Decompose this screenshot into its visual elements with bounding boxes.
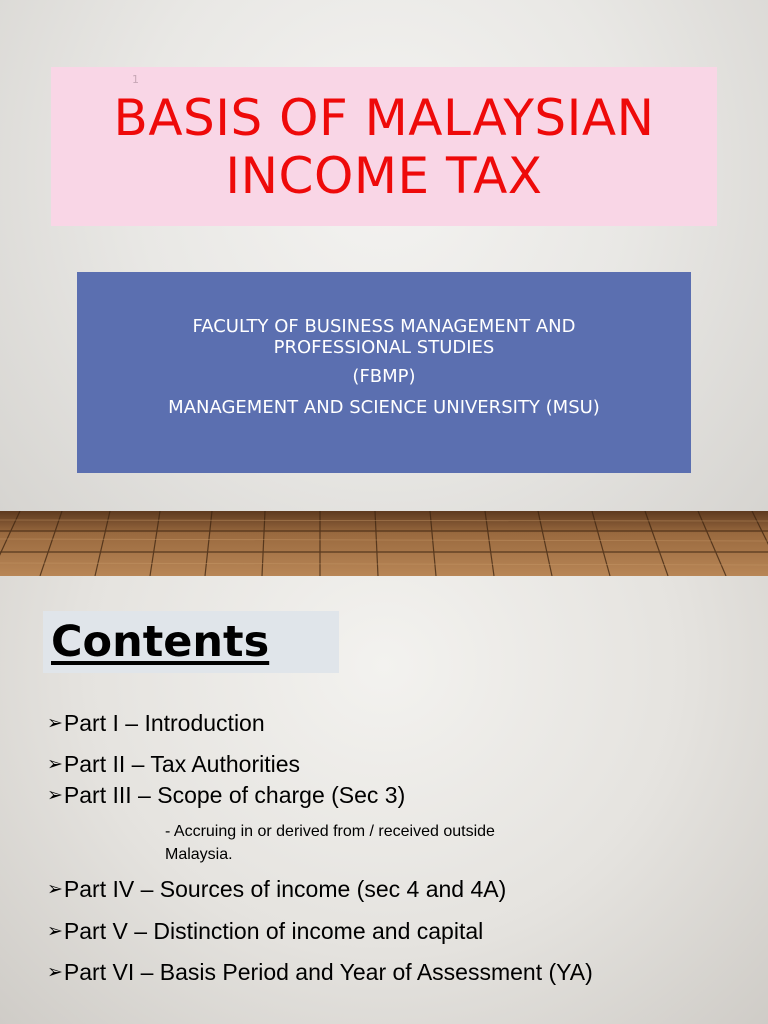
slide-title-text — [51, 67, 717, 226]
subtitle-faculty-line-a: FACULTY OF BUSINESS MANAGEMENT AND — [192, 316, 576, 337]
subtitle-university: MANAGEMENT AND SCIENCE UNIVERSITY (MSU) — [168, 397, 600, 418]
list-item-text: Part III – Scope of charge (Sec 3) — [63, 782, 406, 808]
arrow-bullet-icon: ➢ — [47, 753, 63, 775]
list-item-text: Part VI – Basis Period and Year of Assessment (YA) — [63, 959, 593, 985]
subtitle-box — [77, 272, 691, 473]
list-item-text: Part II – Tax Authorities — [63, 751, 301, 777]
subtitle-abbreviation: (FBMP) — [352, 366, 416, 387]
subnote-line-2: Malaysia. — [165, 846, 233, 863]
subnote-line-1: - Accruing in or derived from / received outside — [165, 823, 495, 840]
list-item — [47, 918, 483, 945]
scope-subnote — [165, 820, 585, 866]
list-item — [47, 710, 265, 737]
list-item-text: Part I – Introduction — [63, 710, 265, 736]
contents-heading: Contents — [51, 617, 270, 667]
subtitle-faculty-line-b: PROFESSIONAL STUDIES — [273, 337, 495, 358]
contents-heading-box — [43, 611, 339, 673]
title-box — [51, 67, 717, 226]
wood-floor-decoration — [0, 511, 768, 576]
arrow-bullet-icon: ➢ — [47, 712, 63, 734]
list-item — [47, 751, 300, 778]
slide-contents — [0, 576, 768, 1024]
arrow-bullet-icon: ➢ — [47, 920, 63, 942]
list-item-text: Part IV – Sources of income (sec 4 and 4A) — [63, 876, 507, 902]
list-item — [47, 782, 405, 809]
arrow-bullet-icon: ➢ — [47, 878, 63, 900]
list-item — [47, 876, 506, 903]
slide-number: 1 — [132, 73, 139, 86]
list-item — [47, 959, 593, 986]
subtitle-faculty — [77, 316, 691, 358]
arrow-bullet-icon: ➢ — [47, 784, 63, 806]
arrow-bullet-icon: ➢ — [47, 961, 63, 983]
title-line-2: INCOME TAX — [225, 146, 543, 205]
list-item-text: Part V – Distinction of income and capital — [63, 918, 484, 944]
title-line-1: BASIS OF MALAYSIAN — [113, 88, 655, 147]
